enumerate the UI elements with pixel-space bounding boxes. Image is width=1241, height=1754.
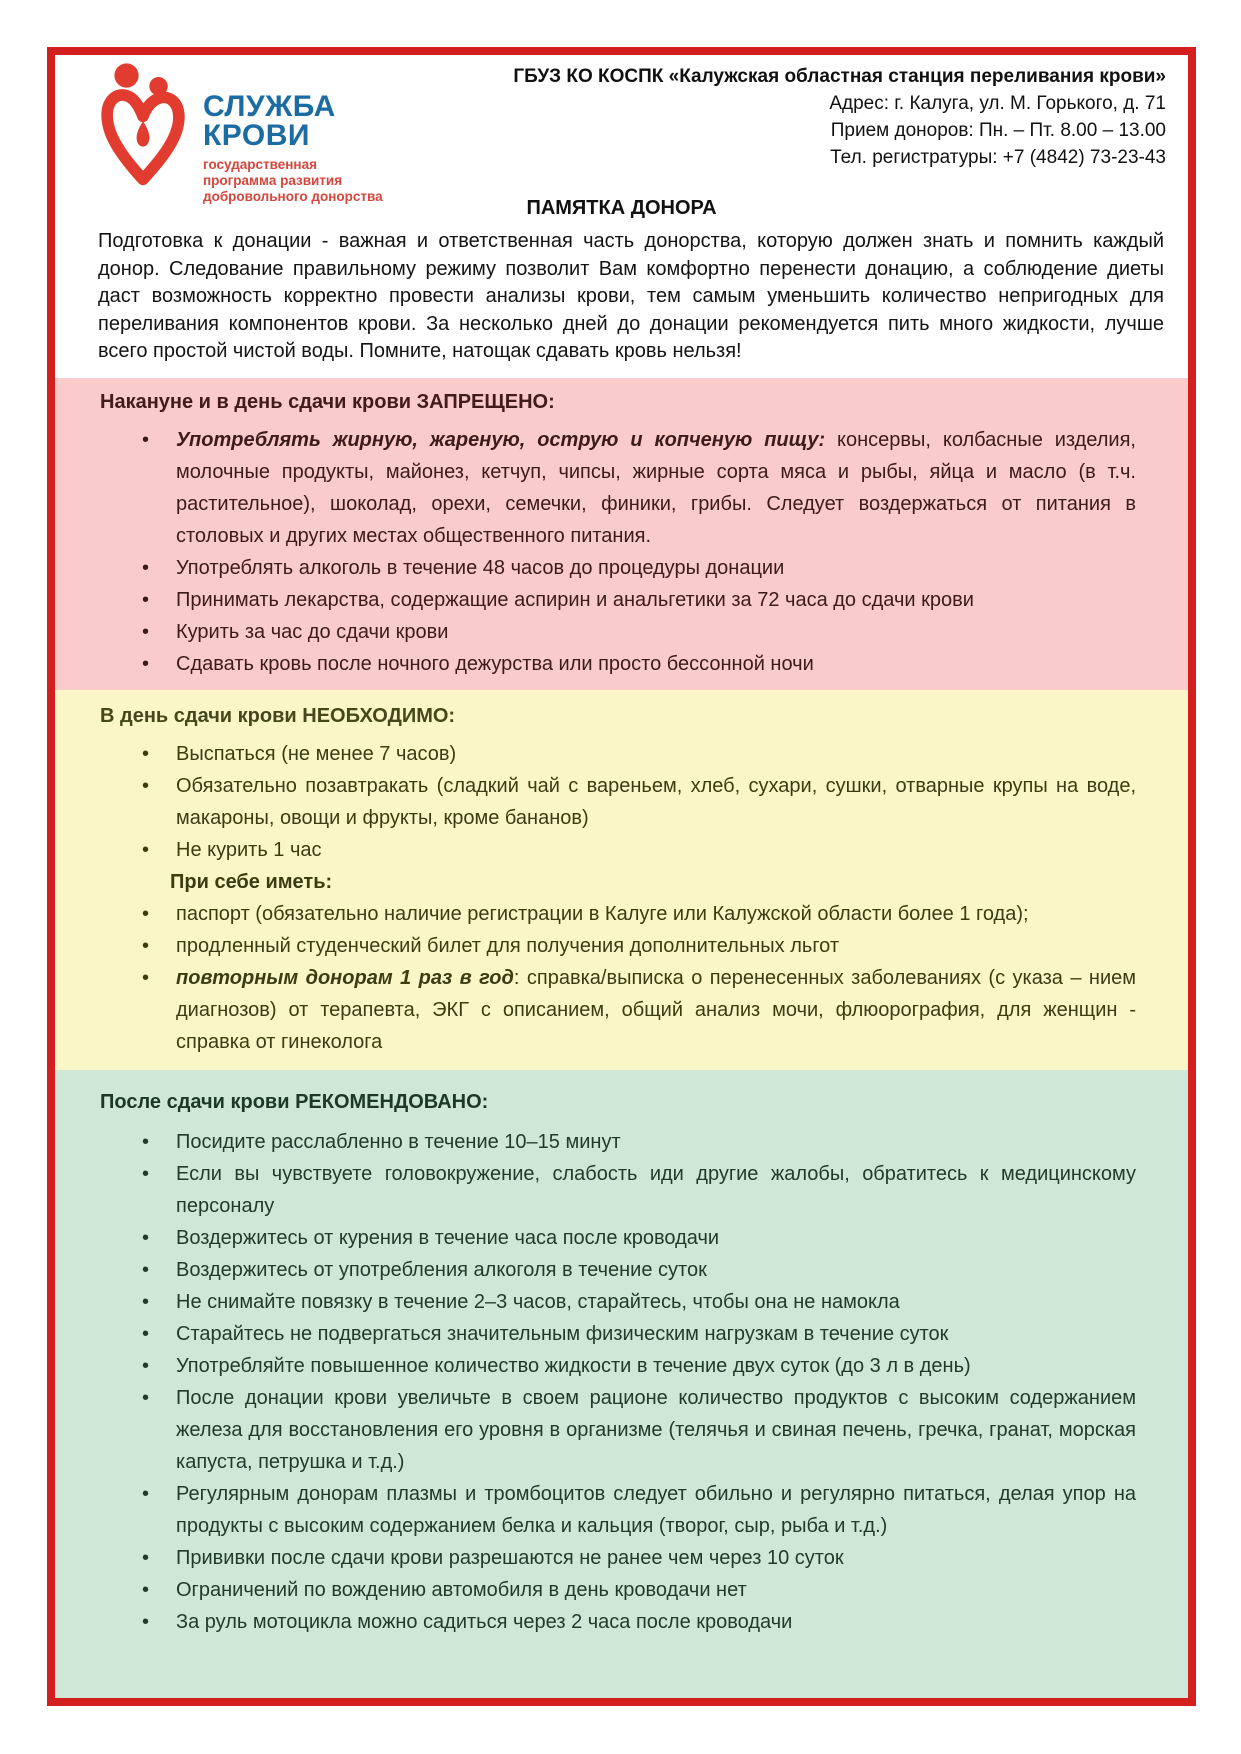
required-list — [55, 738, 1188, 866]
list-item-text: Ограничений по вождению автомобиля в день кроводачи нет — [176, 1578, 747, 1601]
section-required — [55, 690, 1188, 1070]
list-item — [142, 1126, 1136, 1158]
bullet-icon: • — [142, 1130, 150, 1153]
bullet-icon: • — [142, 588, 150, 611]
list-item — [142, 1222, 1136, 1254]
list-item — [142, 962, 1136, 1058]
list-item — [142, 1158, 1136, 1222]
list-item-text: Употребляйте повышенное количество жидкости в течение двух суток (до 3 л в день) — [176, 1354, 971, 1377]
red-border-frame — [47, 47, 1196, 1706]
bullet-icon: • — [142, 902, 150, 925]
bullet-icon: • — [142, 1162, 150, 1185]
logo-title-line2: КРОВИ — [203, 118, 310, 152]
bullet-icon: • — [142, 1482, 150, 1505]
list-item — [142, 1382, 1136, 1478]
list-item-text: Выспаться (не менее 7 часов) — [176, 742, 457, 765]
required-heading: В день сдачи крови НЕОБХОДИМО: — [100, 704, 456, 727]
bullet-icon: • — [142, 1290, 150, 1313]
list-item — [142, 930, 1136, 962]
list-item — [142, 1318, 1136, 1350]
intro-paragraph: Подготовка к донации - важная и ответственная часть донорства, которую должен знать и помнить каждый донор. Следование правильному режиму позволит Вам комфортно перенести донацию, а соблюдение диеты даст возможность корректно провести анализы крови, тем самым уменьшить количество непригодных для переливания компонентов крови. За несколько дней до донации рекомендуется пить много жидкости, лучше всего простой чистой воды. Помните, натощак сдавать кровь нельзя! — [98, 230, 1164, 362]
list-item — [142, 738, 1136, 770]
bullet-icon: • — [142, 966, 150, 989]
bullet-icon: • — [142, 838, 150, 861]
list-item-text: консервы, колбасные изделия, молочные продукты, майонез, кетчуп, чипсы, жирные сорта мяса и рыбы, яйца и масло (в т.ч. растительное), шоколад, орехи, семечки, финики, грибы. Следует воздержаться от питания в столовых и других местах общественного питания. — [176, 428, 1136, 547]
list-item-text: Регулярным донорам плазмы и тромбоцитов следует обильно и регулярно питаться, делая упор на продукты с высоким содержанием белка и кальция (творог, сыр, рыба и т.д.) — [176, 1482, 1136, 1537]
list-item-text: Если вы чувствуете головокружение, слабость иди другие жалобы, обратитесь к медицинскому персоналу — [176, 1162, 1136, 1217]
bullet-icon: • — [142, 1258, 150, 1281]
forbidden-heading: Накануне и в день сдачи крови ЗАПРЕЩЕНО: — [100, 390, 555, 413]
logo-subtitle-line3: добровольного донорства — [203, 189, 383, 205]
list-item-text: Курить за час до сдачи крови — [176, 620, 449, 643]
list-item-text: паспорт (обязательно наличие регистрации в Калуге или Калужской области более 1 года); — [176, 902, 1029, 925]
list-item — [142, 1606, 1136, 1638]
list-item — [142, 1574, 1136, 1606]
logo-subtitle — [203, 157, 383, 206]
blood-service-logo — [91, 61, 383, 206]
forbidden-list — [55, 424, 1188, 680]
list-item — [142, 1478, 1136, 1542]
list-item — [142, 424, 1136, 552]
bullet-icon: • — [142, 1386, 150, 1409]
list-item-text: Сдавать кровь после ночного дежурства или просто бессонной ночи — [176, 652, 814, 675]
section-forbidden — [55, 378, 1188, 690]
list-item — [142, 648, 1136, 680]
list-item — [142, 616, 1136, 648]
list-item — [142, 1254, 1136, 1286]
bring-with-you-subheading: При себе иметь: — [170, 870, 333, 893]
list-item-lead: Употреблять жирную, жареную, острую и копченую пищу: — [176, 428, 826, 451]
bullet-icon: • — [142, 428, 150, 451]
logo-title — [203, 90, 383, 152]
bullet-icon: • — [142, 1610, 150, 1633]
bullet-icon: • — [142, 774, 150, 797]
bullet-icon: • — [142, 934, 150, 957]
list-item-text: После донации крови увеличьте в своем рационе количество продуктов с высоким содержанием железа для восстановления его уровня в организме (телячья и свиная печень, гречка, гранат, морская капуста, петрушка и т.д.) — [176, 1386, 1136, 1473]
list-item — [142, 834, 1136, 866]
list-item — [142, 1286, 1136, 1318]
list-item-text: Принимать лекарства, содержащие аспирин и анальгетики за 72 часа до сдачи крови — [176, 588, 974, 611]
heart-figures-icon — [91, 61, 195, 189]
bullet-icon: • — [142, 652, 150, 675]
page-title: ПАМЯТКА ДОНОРА — [526, 197, 717, 219]
logo-subtitle-line1: государственная — [203, 157, 317, 172]
list-item-text: Посидите расслабленно в течение 10–15 минут — [176, 1130, 621, 1153]
list-item — [142, 552, 1136, 584]
list-item-text: Прививки после сдачи крови разрешаются не ранее чем через 10 суток — [176, 1546, 844, 1569]
organization-name: ГБУЗ КО КОСПК «Калужская областная станция переливания крови» — [513, 66, 1166, 87]
list-item-text: Воздержитесь от курения в течение часа после кроводачи — [176, 1226, 720, 1249]
list-item — [142, 770, 1136, 834]
organization-hours: Прием доноров: Пн. – Пт. 8.00 – 13.00 — [830, 120, 1166, 141]
bullet-icon: • — [142, 1226, 150, 1249]
recommended-list — [55, 1126, 1188, 1638]
list-item-text: Воздержитесь от употребления алкоголя в течение суток — [176, 1258, 707, 1281]
list-item-text: Употреблять алкоголь в течение 48 часов до процедуры донации — [176, 556, 785, 579]
list-item-text: : справка/выписка о перенесенных заболеваниях (с указа – нием диагнозов) от терапевта, ЭКГ с описанием, общий анализ мочи, флюорография, для женщин - справка от гинеколога — [176, 966, 1136, 1053]
organization-phone: Тел. регистратуры: +7 (4842) 73-23-43 — [830, 147, 1166, 168]
recommended-heading: После сдачи крови РЕКОМЕНДОВАНО: — [100, 1090, 489, 1113]
list-item-text: Не снимайте повязку в течение 2–3 часов, старайтесь, чтобы она не намокла — [176, 1290, 900, 1313]
bring-with-you-list — [55, 898, 1188, 1058]
bullet-icon: • — [142, 1322, 150, 1345]
document-header — [55, 55, 1188, 205]
list-item-text: Старайтесь не подвергаться значительным физическим нагрузкам в течение суток — [176, 1322, 949, 1345]
organization-info — [513, 63, 1166, 171]
logo-title-line1: СЛУЖБА — [203, 90, 336, 123]
bullet-icon: • — [142, 1578, 150, 1601]
list-item-text: Не курить 1 час — [176, 838, 322, 861]
logo-subtitle-line2: программа развития — [203, 173, 343, 189]
list-item — [142, 898, 1136, 930]
list-item-lead: повторным донорам 1 раз в год — [176, 966, 514, 989]
list-item — [142, 584, 1136, 616]
list-item-text: Обязательно позавтракать (сладкий чай с вареньем, хлеб, сухари, сушки, отварные крупы на воде, макароны, овощи и фрукты, кроме бананов) — [176, 774, 1136, 829]
bullet-icon: • — [142, 742, 150, 765]
list-item-text: продленный студенческий билет для получения дополнительных льгот — [176, 934, 840, 957]
organization-address: Адрес: г. Калуга, ул. М. Горького, д. 71 — [829, 93, 1166, 114]
logo-text-block — [203, 61, 383, 206]
bullet-icon: • — [142, 556, 150, 579]
list-item-text: За руль мотоцикла можно садиться через 2 часа после кроводачи — [176, 1610, 793, 1633]
section-recommended — [55, 1070, 1188, 1699]
bullet-icon: • — [142, 620, 150, 643]
list-item — [142, 1350, 1136, 1382]
bullet-icon: • — [142, 1546, 150, 1569]
list-item — [142, 1542, 1136, 1574]
bullet-icon: • — [142, 1354, 150, 1377]
